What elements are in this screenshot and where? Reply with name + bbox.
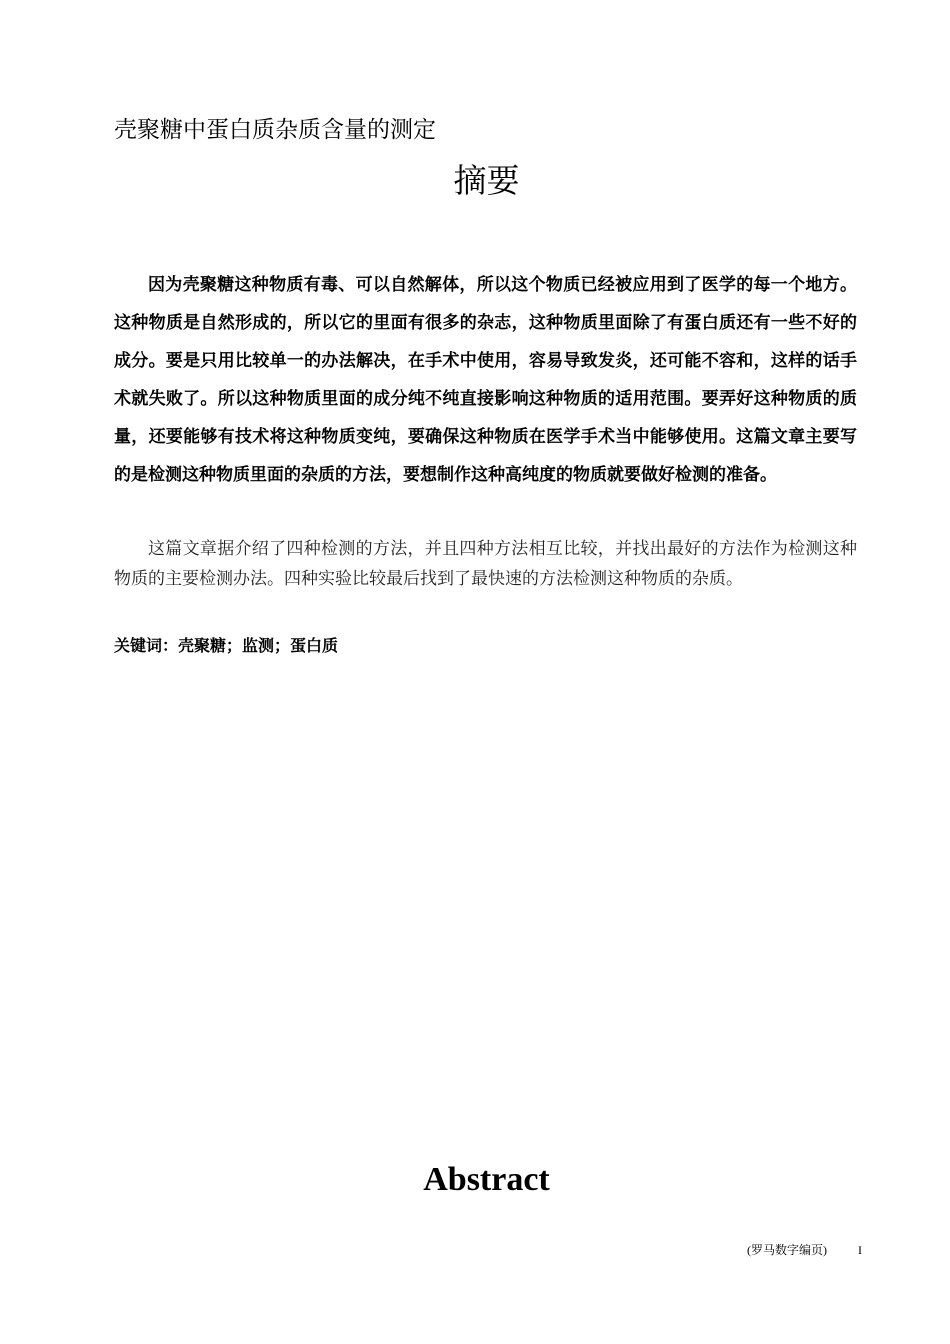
abstract-paragraph-2: 这篇文章据介绍了四种检测的方法，并且四种方法相互比较，并找出最好的方法作为检测这种物质的主要检测办法。四种实验比较最后找到了最快速的方法检测这种物质的杂质。 bbox=[114, 539, 857, 589]
document-title: 壳聚糖中蛋白质杂质含量的测定 bbox=[114, 117, 436, 143]
page-numbering-note: (罗马数字编页) bbox=[747, 1243, 827, 1257]
keywords-line: 关键词：壳聚糖；监测；蛋白质 bbox=[114, 636, 339, 655]
page-footer bbox=[747, 1241, 862, 1259]
abstract-heading-chinese: 摘要 bbox=[453, 161, 520, 200]
page-number: I bbox=[858, 1243, 862, 1257]
abstract-paragraph-1: 因为壳聚糖这种物质有毒、可以自然解体，所以这个物质已经被应用到了医学的每一个地方。这种物质是自然形成的，所以它的里面有很多的杂志，这种物质里面除了有蛋白质还有一些不好的成分。要是只用比较单一的办法解决，在手术中使用，容易导致发炎，还可能不容和，这样的话手术就失败了。所以这种物质里面的成分纯不纯直接影响这种物质的适用范围。要弄好这种物质的质量，还要能够有技术将这种物质变纯，要确保这种物质在医学手术当中能够使用。这篇文章主要写的是检测这种物质里面的杂质的方法，要想制作这种高纯度的物质就要做好检测的准备。 bbox=[114, 275, 857, 485]
abstract-heading-english: Abstract bbox=[423, 1161, 550, 1198]
